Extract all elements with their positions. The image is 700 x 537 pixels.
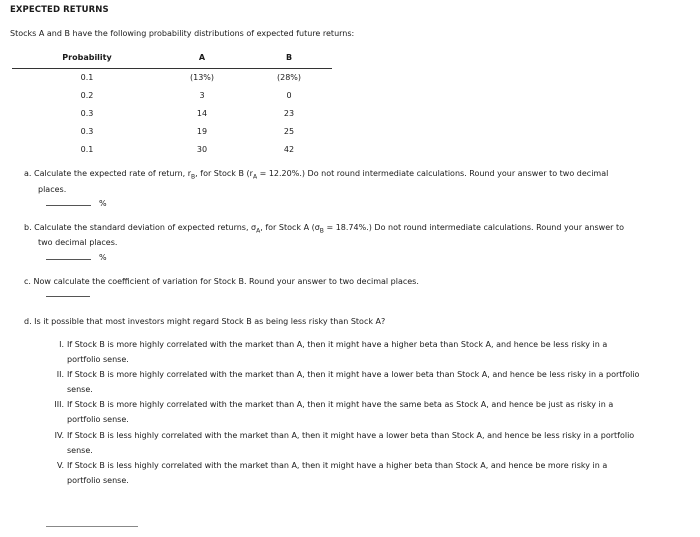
table-cell: 23 [283, 109, 295, 118]
header-a: A [198, 53, 206, 62]
table-cell: 42 [283, 145, 295, 154]
answer-b-unit: % [99, 253, 107, 262]
table-cell: (28%) [276, 73, 302, 82]
table-cell: 0.3 [80, 109, 94, 118]
question-b-cont: two decimal places. [38, 238, 118, 247]
table-cell: 3 [199, 91, 205, 100]
returns-table [12, 53, 332, 154]
table-cell: 30 [196, 145, 208, 154]
table-cell: 0.1 [80, 145, 94, 154]
option-iv[interactable]: IV. If Stock B is less highly correlated with the market than A, then it might have a lower beta than Stock A, and hence be less risky in a portfolio sense. [54, 431, 635, 455]
question-c: c. Now calculate the coefficient of variation for Stock B. Round your answer to two decimal places. [24, 277, 419, 286]
option-ii[interactable]: II. If Stock B is more highly correlated with the market than A, then it might have a lower beta than Stock A, and hence be less risky in a portfolio sense. [56, 370, 640, 394]
header-probability: Probability [62, 53, 112, 62]
table-row [12, 145, 332, 163]
table-body [12, 73, 332, 163]
question-d: d. Is it possible that most investors might regard Stock B as being less risky than Stock A? [24, 317, 386, 326]
table-row [12, 73, 332, 91]
table-cell: (13%) [189, 73, 215, 82]
answer-b-input[interactable] [46, 250, 91, 260]
table-cell: 0.1 [80, 73, 94, 82]
answer-b-row [46, 250, 107, 266]
answer-a-input[interactable] [46, 196, 91, 206]
answer-c-input[interactable] [46, 296, 90, 297]
answer-a-row [46, 196, 107, 212]
option-i[interactable]: I. If Stock B is more highly correlated with the market than A, then it might have a higher beta than Stock A, and hence be less risky in a portfolio sense. [59, 340, 608, 364]
table-cell: 19 [196, 127, 208, 136]
table-cell: 0.3 [80, 127, 94, 136]
table-header [12, 53, 332, 67]
question-a: a. Calculate the expected rate of return, $r_B$, for Stock B $(r_A = 12.20\%.)$ Do not round intermediate calculations. Round your answer to two decimal [24, 169, 609, 181]
table-cell: 0.2 [80, 91, 94, 100]
intro-text: Stocks A and B have the following probability distributions of expected future returns: [10, 29, 355, 38]
question-b: b. Calculate the standard deviation of expected returns, $\sigma_A$, for Stock A $(\sigma_B = 18.74\%.)$ Do not round intermediate calculations. Round your answer to [24, 223, 624, 235]
table-cell: 14 [196, 109, 208, 118]
header-b: B [285, 53, 293, 62]
answer-a-unit: % [99, 199, 107, 208]
table-divider [12, 68, 332, 69]
table-row [12, 127, 332, 145]
table-row [12, 109, 332, 127]
answer-d-select[interactable] [46, 526, 138, 527]
question-a-cont: places. [38, 185, 67, 194]
table-cell: 0 [286, 91, 292, 100]
page-title: EXPECTED RETURNS [10, 5, 109, 15]
table-row [12, 91, 332, 109]
table-cell: 25 [283, 127, 295, 136]
option-v[interactable]: V. If Stock B is less highly correlated with the market than A, then it might have a higher beta than Stock A, and hence be more risky in a portfolio sense. [57, 461, 608, 485]
option-iii[interactable]: III. If Stock B is more highly correlated with the market than A, then it might have the same beta as Stock A, and hence be just as risky in a portfolio sense. [54, 400, 614, 424]
